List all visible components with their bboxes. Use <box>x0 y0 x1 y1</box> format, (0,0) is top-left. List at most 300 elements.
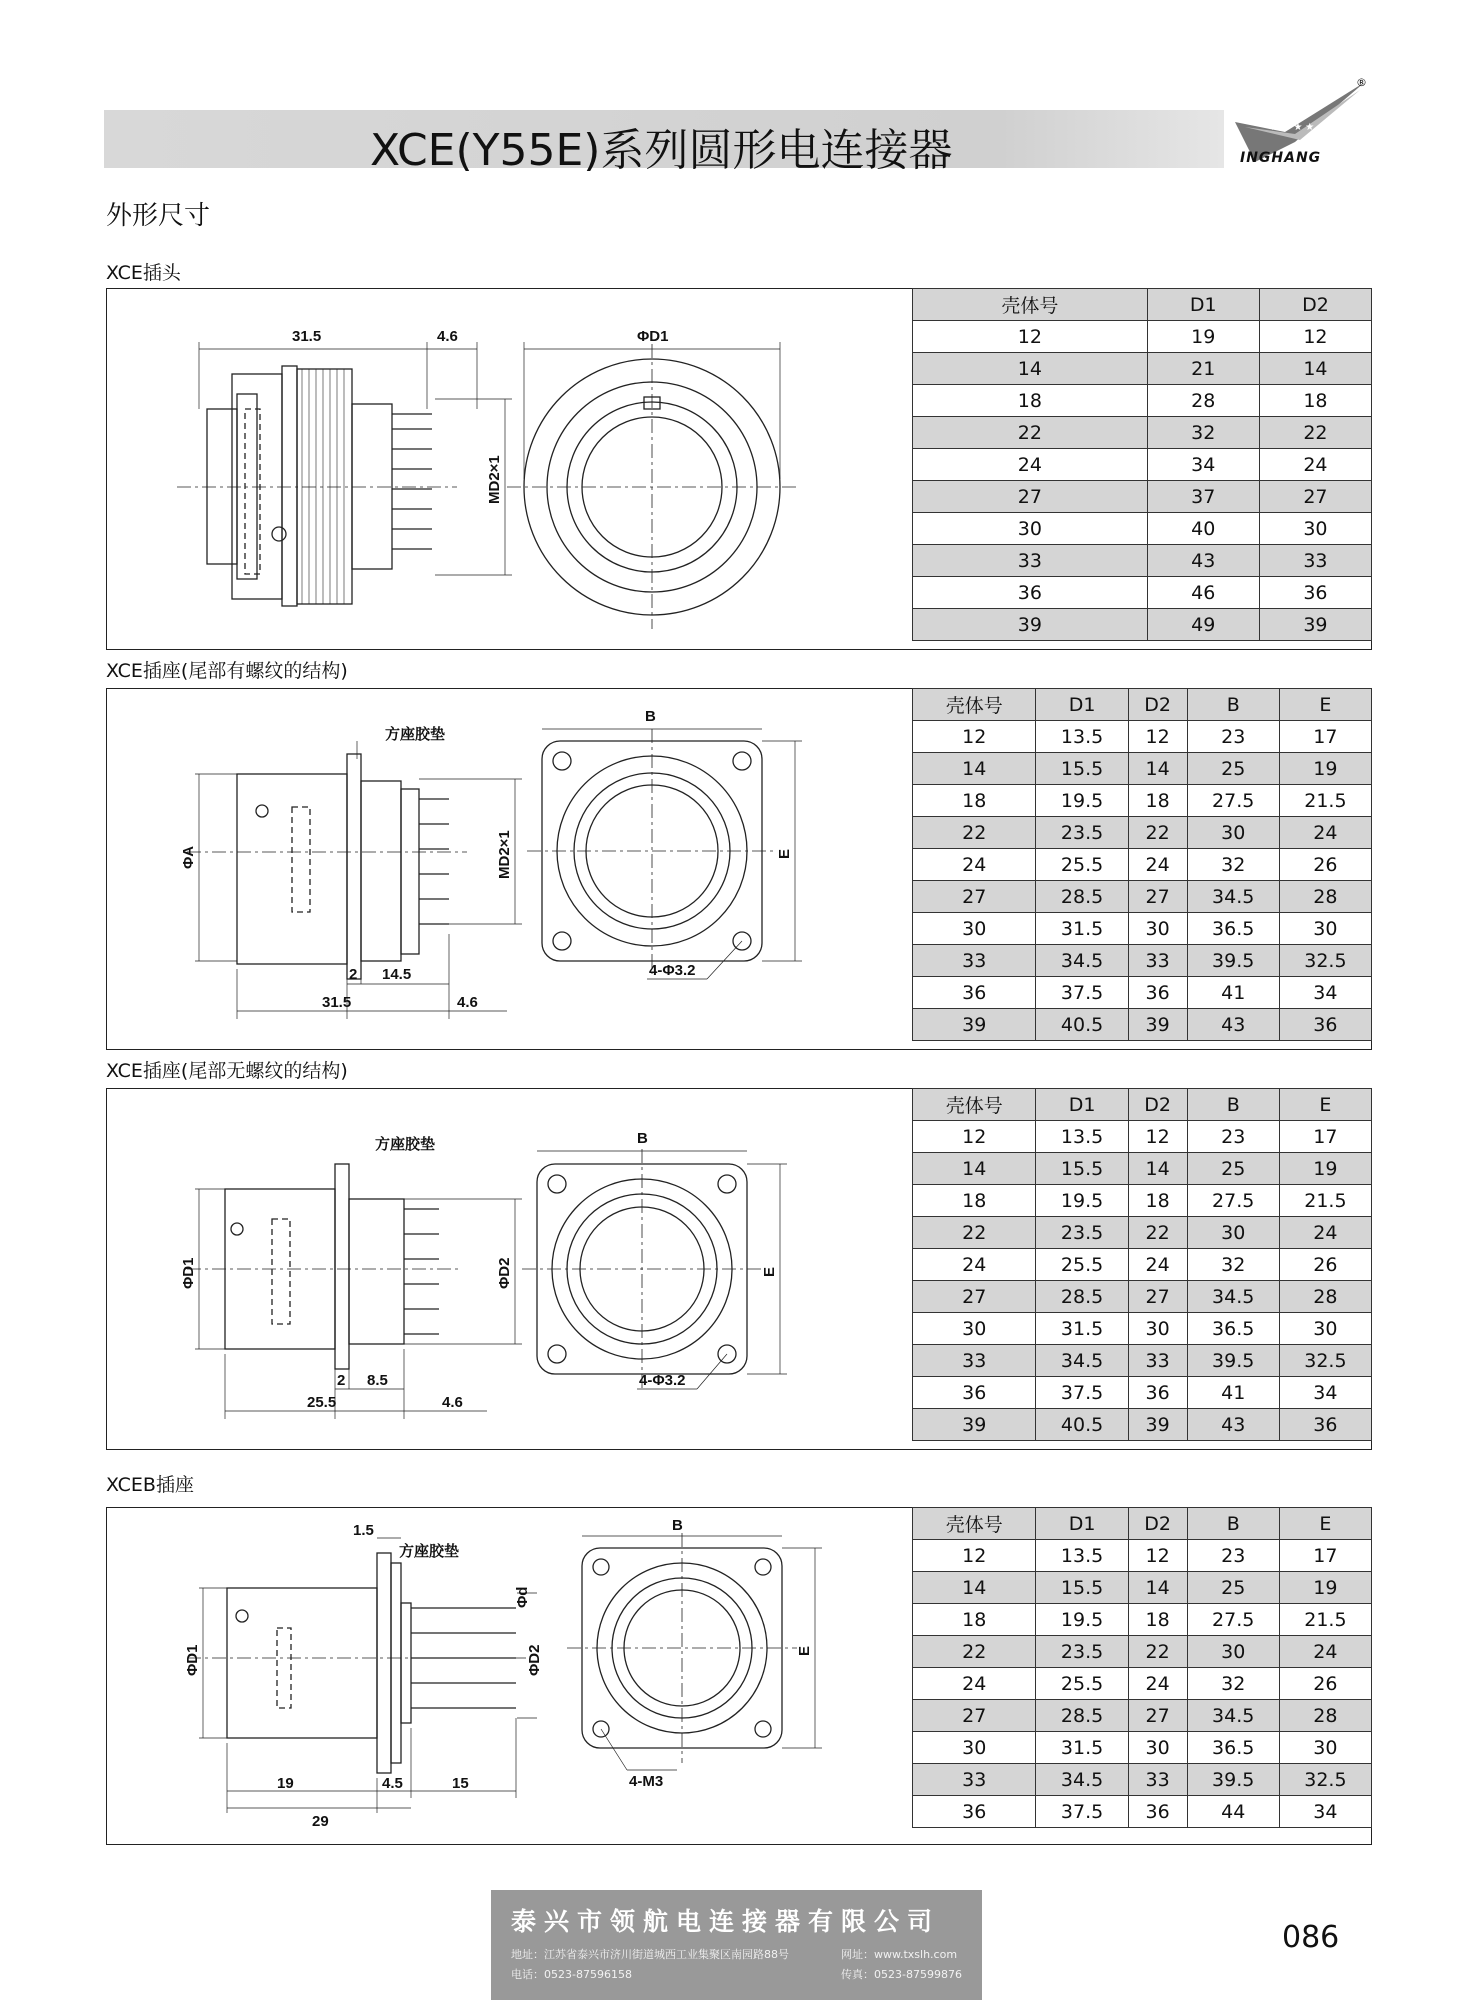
table-cell: 22 <box>913 817 1036 849</box>
plug-table <box>912 288 1372 641</box>
table-cell: 34.5 <box>1036 1345 1128 1377</box>
table-cell: 25 <box>1187 1153 1279 1185</box>
table-cell: 36.5 <box>1187 1732 1279 1764</box>
table-cell: 32.5 <box>1279 945 1371 977</box>
dim-label: 19 <box>277 1775 294 1792</box>
table-cell: 36 <box>913 577 1148 609</box>
table-row <box>913 1153 1372 1185</box>
table-cell: 24 <box>913 1668 1036 1700</box>
footer <box>491 1890 982 2000</box>
table-row <box>913 977 1372 1009</box>
table-row <box>913 417 1372 449</box>
table-cell: 33 <box>913 1764 1036 1796</box>
table-cell: 21 <box>1147 353 1259 385</box>
dim-label: 14.5 <box>382 966 412 983</box>
table-cell: 36 <box>1128 1377 1187 1409</box>
table-row <box>913 1636 1372 1668</box>
table-cell: 14 <box>913 353 1148 385</box>
table-cell: 49 <box>1147 609 1259 641</box>
table-header-cell: 壳体号 <box>913 1089 1036 1121</box>
table-cell: 15.5 <box>1036 1572 1128 1604</box>
table-header-cell: D1 <box>1036 689 1128 721</box>
table-cell: 17 <box>1279 721 1371 753</box>
table-cell: 22 <box>1128 1636 1187 1668</box>
table-cell: 19 <box>1279 753 1371 785</box>
table-header-row <box>913 289 1372 321</box>
table-header-row <box>913 1089 1372 1121</box>
table-cell: 23 <box>1187 721 1279 753</box>
table-cell: 36 <box>913 1796 1036 1828</box>
logo-text: INGHANG <box>1240 150 1322 166</box>
table-cell: 19 <box>1279 1153 1371 1185</box>
table-cell: 43 <box>1187 1009 1279 1041</box>
table-cell: 33 <box>1128 1764 1187 1796</box>
table-cell: 28.5 <box>1036 1281 1128 1313</box>
registered-mark: ® <box>1356 76 1367 89</box>
dim-label: ΦD1 <box>184 1644 201 1676</box>
dim-label: 4-M3 <box>629 1773 664 1790</box>
table-header-cell: E <box>1279 689 1371 721</box>
table-cell: 34 <box>1279 977 1371 1009</box>
table-cell: 32 <box>1187 1249 1279 1281</box>
table-cell: 36 <box>1128 977 1187 1009</box>
dim-label: MD2×1 <box>486 455 503 504</box>
table-cell: 14 <box>913 1153 1036 1185</box>
section-1-title: XCE插头 <box>106 262 181 284</box>
table-cell: 25.5 <box>1036 1668 1128 1700</box>
table-row <box>913 1377 1372 1409</box>
table-cell: 13.5 <box>1036 721 1128 753</box>
table-cell: 39.5 <box>1187 1345 1279 1377</box>
table-cell: 32.5 <box>1279 1345 1371 1377</box>
table-cell: 31.5 <box>1036 913 1128 945</box>
footer-phone: 电话：0523-87596158 <box>511 1968 632 1981</box>
section-3-panel <box>106 1088 1372 1450</box>
table-header-cell: E <box>1279 1508 1371 1540</box>
dim-label: E <box>776 848 793 859</box>
table-cell: 30 <box>1279 913 1371 945</box>
dim-label: ΦD2 <box>526 1644 543 1676</box>
table-cell: 21.5 <box>1279 785 1371 817</box>
table-header-cell: D2 <box>1128 1089 1187 1121</box>
table-cell: 24 <box>1128 1668 1187 1700</box>
table-cell: 40 <box>1147 513 1259 545</box>
table-cell: 12 <box>1259 321 1371 353</box>
table-cell: 19.5 <box>1036 1604 1128 1636</box>
table-row <box>913 1345 1372 1377</box>
table-cell: 22 <box>913 1636 1036 1668</box>
table-row <box>913 577 1372 609</box>
table-header-cell: 壳体号 <box>913 1508 1036 1540</box>
table-header-row <box>913 1508 1372 1540</box>
table-cell: 19 <box>1147 321 1259 353</box>
dim-label: 4.6 <box>442 1394 463 1411</box>
table-cell: 24 <box>1279 1636 1371 1668</box>
section-3-title: XCE插座(尾部无螺纹的结构) <box>106 1060 348 1082</box>
table-header-cell: D2 <box>1259 289 1371 321</box>
table-cell: 18 <box>1128 1185 1187 1217</box>
table-cell: 39.5 <box>1187 945 1279 977</box>
table-cell: 12 <box>1128 1121 1187 1153</box>
table-cell: 36.5 <box>1187 1313 1279 1345</box>
table-cell: 27 <box>1259 481 1371 513</box>
table-header-cell: D2 <box>1128 689 1187 721</box>
footer-fax: 传真：0523-87599876 <box>841 1968 962 1981</box>
table-cell: 14 <box>913 1572 1036 1604</box>
table-header-cell: D1 <box>1036 1089 1128 1121</box>
table-cell: 18 <box>913 1604 1036 1636</box>
table-row <box>913 609 1372 641</box>
table-cell: 13.5 <box>1036 1540 1128 1572</box>
dim-label: MD2×1 <box>496 830 513 879</box>
table-row <box>913 513 1372 545</box>
dim-label: B <box>637 1130 648 1147</box>
table-cell: 14 <box>1128 1153 1187 1185</box>
dim-label: 4.5 <box>382 1775 403 1792</box>
table-cell: 36 <box>913 1377 1036 1409</box>
table-cell: 15.5 <box>1036 1153 1128 1185</box>
table-cell: 22 <box>913 1217 1036 1249</box>
dim-label: ΦD2 <box>496 1257 513 1289</box>
table-cell: 18 <box>913 1185 1036 1217</box>
table-cell: 41 <box>1187 977 1279 1009</box>
table-cell: 34.5 <box>1187 881 1279 913</box>
table-cell: 24 <box>913 1249 1036 1281</box>
table-cell: 36 <box>1128 1796 1187 1828</box>
table-cell: 43 <box>1147 545 1259 577</box>
page-title: XCE(Y55E)系列圆形电连接器 <box>370 125 953 176</box>
table-cell: 36 <box>913 977 1036 1009</box>
table-cell: 36 <box>1279 1409 1371 1441</box>
footer-address: 地址：江苏省泰兴市济川街道城西工业集聚区南园路88号 <box>511 1948 789 1961</box>
table-cell: 39 <box>1128 1409 1187 1441</box>
section-4-panel <box>106 1507 1372 1845</box>
table-header-cell: E <box>1279 1089 1371 1121</box>
section-2-panel <box>106 688 1372 1050</box>
table-cell: 15.5 <box>1036 753 1128 785</box>
table-cell: 21.5 <box>1279 1604 1371 1636</box>
table-row <box>913 1121 1372 1153</box>
table-cell: 12 <box>913 321 1148 353</box>
table-cell: 14 <box>913 753 1036 785</box>
table-row <box>913 481 1372 513</box>
table-row <box>913 1796 1372 1828</box>
table-cell: 27.5 <box>1187 785 1279 817</box>
table-row <box>913 1217 1372 1249</box>
table-cell: 26 <box>1279 1668 1371 1700</box>
table-cell: 14 <box>1128 1572 1187 1604</box>
section-1-panel <box>106 288 1372 650</box>
table-header-cell: B <box>1187 1508 1279 1540</box>
table-cell: 30 <box>1187 1636 1279 1668</box>
table-cell: 22 <box>1128 1217 1187 1249</box>
table-row <box>913 785 1372 817</box>
table-cell: 23.5 <box>1036 1217 1128 1249</box>
dim-label: ΦD1 <box>180 1257 197 1289</box>
table-cell: 30 <box>1128 1732 1187 1764</box>
table-cell: 28 <box>1279 1700 1371 1732</box>
table-row <box>913 1700 1372 1732</box>
section-title: 外形尺寸 <box>106 201 211 231</box>
table-row <box>913 817 1372 849</box>
table-cell: 12 <box>913 1540 1036 1572</box>
dim-label: 方座胶垫 <box>385 726 446 743</box>
table-header-cell: D1 <box>1147 289 1259 321</box>
table-cell: 18 <box>1128 1604 1187 1636</box>
dim-label: 4.6 <box>457 994 478 1011</box>
table-cell: 34.5 <box>1036 945 1128 977</box>
table-header-cell: 壳体号 <box>913 689 1036 721</box>
table-cell: 27 <box>913 481 1148 513</box>
dim-label: 方座胶垫 <box>375 1136 436 1153</box>
table-cell: 32.5 <box>1279 1764 1371 1796</box>
dim-label: 方座胶垫 <box>399 1543 460 1560</box>
table-cell: 18 <box>1259 385 1371 417</box>
table-row <box>913 1668 1372 1700</box>
table-cell: 37 <box>1147 481 1259 513</box>
table-cell: 39 <box>1128 1009 1187 1041</box>
table-cell: 27 <box>913 1281 1036 1313</box>
table-cell: 28.5 <box>1036 1700 1128 1732</box>
table-cell: 24 <box>913 849 1036 881</box>
dim-label: Φd <box>514 1586 531 1608</box>
footer-website: 网址：www.txslh.com <box>841 1948 958 1961</box>
table-cell: 30 <box>1279 1732 1371 1764</box>
table-row <box>913 1185 1372 1217</box>
table-cell: 27 <box>1128 881 1187 913</box>
table-cell: 37.5 <box>1036 1377 1128 1409</box>
dim-label: 4-Φ3.2 <box>649 962 696 979</box>
table-row <box>913 1732 1372 1764</box>
table-row <box>913 1313 1372 1345</box>
socket-threaded-drawing <box>107 689 907 1049</box>
table-cell: 30 <box>1187 817 1279 849</box>
table-cell: 24 <box>1259 449 1371 481</box>
section-2-title: XCE插座(尾部有螺纹的结构) <box>106 660 348 682</box>
table-cell: 30 <box>1279 1313 1371 1345</box>
dim-label: 2 <box>337 1372 346 1389</box>
table-cell: 28 <box>1147 385 1259 417</box>
table-cell: 36 <box>1259 577 1371 609</box>
table-header-cell: D2 <box>1128 1508 1187 1540</box>
table-cell: 33 <box>913 945 1036 977</box>
table-cell: 18 <box>913 385 1148 417</box>
table-cell: 37.5 <box>1036 1796 1128 1828</box>
table-cell: 27.5 <box>1187 1185 1279 1217</box>
section-4-title: XCEB插座 <box>106 1474 194 1496</box>
table-cell: 30 <box>913 913 1036 945</box>
table-cell: 30 <box>913 1732 1036 1764</box>
table-cell: 33 <box>1259 545 1371 577</box>
table-cell: 31.5 <box>1036 1732 1128 1764</box>
table-cell: 21.5 <box>1279 1185 1371 1217</box>
table-cell: 39 <box>913 1409 1036 1441</box>
table-header-cell: D1 <box>1036 1508 1128 1540</box>
table-cell: 30 <box>913 513 1148 545</box>
dim-label: 25.5 <box>307 1394 337 1411</box>
dim-label: B <box>672 1517 683 1534</box>
dim-label: 8.5 <box>367 1372 388 1389</box>
table-header-cell: 壳体号 <box>913 289 1148 321</box>
table-row <box>913 1540 1372 1572</box>
table-cell: 34 <box>1147 449 1259 481</box>
dim-label: E <box>796 1645 813 1656</box>
table-cell: 31.5 <box>1036 1313 1128 1345</box>
table-cell: 27 <box>1128 1700 1187 1732</box>
table-cell: 24 <box>1128 849 1187 881</box>
table-row <box>913 849 1372 881</box>
table-cell: 14 <box>1259 353 1371 385</box>
table-cell: 40.5 <box>1036 1009 1128 1041</box>
xceb-socket-table <box>912 1507 1372 1828</box>
table-cell: 41 <box>1187 1377 1279 1409</box>
table-cell: 30 <box>913 1313 1036 1345</box>
page-number: 086 <box>1282 1920 1340 1955</box>
xceb-socket-drawing <box>107 1508 907 1844</box>
table-cell: 37.5 <box>1036 977 1128 1009</box>
table-cell: 24 <box>913 449 1148 481</box>
table-cell: 40.5 <box>1036 1409 1128 1441</box>
table-row <box>913 353 1372 385</box>
table-cell: 24 <box>1128 1249 1187 1281</box>
dim-label: E <box>761 1266 778 1277</box>
table-cell: 17 <box>1279 1121 1371 1153</box>
table-cell: 46 <box>1147 577 1259 609</box>
table-cell: 32 <box>1147 417 1259 449</box>
socket-plain-table <box>912 1088 1372 1441</box>
table-cell: 33 <box>1128 945 1187 977</box>
plug-drawing <box>107 289 907 649</box>
table-row <box>913 321 1372 353</box>
table-row <box>913 545 1372 577</box>
footer-company: 泰兴市领航电连接器有限公司 <box>511 1907 941 1936</box>
dim-label: 15 <box>452 1775 469 1792</box>
table-cell: 12 <box>913 721 1036 753</box>
table-cell: 26 <box>1279 849 1371 881</box>
table-row <box>913 753 1372 785</box>
table-cell: 39.5 <box>1187 1764 1279 1796</box>
table-cell: 13.5 <box>1036 1121 1128 1153</box>
table-cell: 19.5 <box>1036 785 1128 817</box>
table-header-cell: B <box>1187 1089 1279 1121</box>
table-cell: 22 <box>1128 817 1187 849</box>
table-row <box>913 449 1372 481</box>
table-cell: 30 <box>1187 1217 1279 1249</box>
table-cell: 27 <box>1128 1281 1187 1313</box>
table-cell: 28 <box>1279 1281 1371 1313</box>
table-cell: 27.5 <box>1187 1604 1279 1636</box>
table-row <box>913 1249 1372 1281</box>
dim-label: 31.5 <box>292 328 322 345</box>
table-cell: 25 <box>1187 753 1279 785</box>
table-cell: 43 <box>1187 1409 1279 1441</box>
socket-plain-drawing <box>107 1089 907 1449</box>
table-cell: 23.5 <box>1036 1636 1128 1668</box>
table-cell: 12 <box>1128 721 1187 753</box>
table-cell: 19.5 <box>1036 1185 1128 1217</box>
table-header-row <box>913 689 1372 721</box>
table-cell: 24 <box>1279 1217 1371 1249</box>
table-cell: 27 <box>913 881 1036 913</box>
dim-label: 4-Φ3.2 <box>639 1372 686 1389</box>
dim-label: ΦA <box>180 845 197 869</box>
table-cell: 34 <box>1279 1377 1371 1409</box>
table-cell: 36 <box>1279 1009 1371 1041</box>
table-cell: 28.5 <box>1036 881 1128 913</box>
table-cell: 17 <box>1279 1540 1371 1572</box>
table-cell: 25 <box>1187 1572 1279 1604</box>
table-cell: 22 <box>1259 417 1371 449</box>
table-row <box>913 945 1372 977</box>
table-cell: 23 <box>1187 1121 1279 1153</box>
table-row <box>913 1764 1372 1796</box>
svg-text:★ ★ ★ ★: ★ ★ ★ ★ <box>1270 122 1315 133</box>
table-cell: 33 <box>913 1345 1036 1377</box>
table-row <box>913 721 1372 753</box>
table-row <box>913 913 1372 945</box>
dim-label: 29 <box>312 1813 329 1830</box>
table-cell: 25.5 <box>1036 849 1128 881</box>
dim-label: 31.5 <box>322 994 352 1011</box>
table-row <box>913 1604 1372 1636</box>
socket-threaded-table <box>912 688 1372 1041</box>
table-cell: 22 <box>913 417 1148 449</box>
table-cell: 33 <box>913 545 1148 577</box>
table-cell: 12 <box>913 1121 1036 1153</box>
dim-label: 1.5 <box>353 1522 374 1539</box>
table-row <box>913 385 1372 417</box>
table-cell: 32 <box>1187 1668 1279 1700</box>
table-cell: 34 <box>1279 1796 1371 1828</box>
table-cell: 34.5 <box>1036 1764 1128 1796</box>
dim-label: B <box>645 708 656 725</box>
table-header-cell: B <box>1187 689 1279 721</box>
dim-label: 2 <box>349 966 358 983</box>
table-cell: 33 <box>1128 1345 1187 1377</box>
table-cell: 30 <box>1128 1313 1187 1345</box>
table-cell: 26 <box>1279 1249 1371 1281</box>
table-row <box>913 1572 1372 1604</box>
table-cell: 27 <box>913 1700 1036 1732</box>
table-cell: 32 <box>1187 849 1279 881</box>
table-row <box>913 1009 1372 1041</box>
table-cell: 39 <box>1259 609 1371 641</box>
table-row <box>913 881 1372 913</box>
table-cell: 36.5 <box>1187 913 1279 945</box>
dim-label: 4.6 <box>437 328 458 345</box>
table-cell: 14 <box>1128 753 1187 785</box>
table-cell: 24 <box>1279 817 1371 849</box>
table-cell: 12 <box>1128 1540 1187 1572</box>
dim-label: ΦD1 <box>637 328 669 345</box>
table-cell: 34.5 <box>1187 1700 1279 1732</box>
table-cell: 19 <box>1279 1572 1371 1604</box>
table-cell: 30 <box>1259 513 1371 545</box>
table-cell: 39 <box>913 609 1148 641</box>
table-cell: 18 <box>1128 785 1187 817</box>
table-cell: 23 <box>1187 1540 1279 1572</box>
table-row <box>913 1409 1372 1441</box>
table-cell: 25.5 <box>1036 1249 1128 1281</box>
table-cell: 34.5 <box>1187 1281 1279 1313</box>
table-cell: 28 <box>1279 881 1371 913</box>
table-row <box>913 1281 1372 1313</box>
table-cell: 39 <box>913 1009 1036 1041</box>
table-cell: 18 <box>913 785 1036 817</box>
table-cell: 30 <box>1128 913 1187 945</box>
table-cell: 44 <box>1187 1796 1279 1828</box>
table-cell: 23.5 <box>1036 817 1128 849</box>
